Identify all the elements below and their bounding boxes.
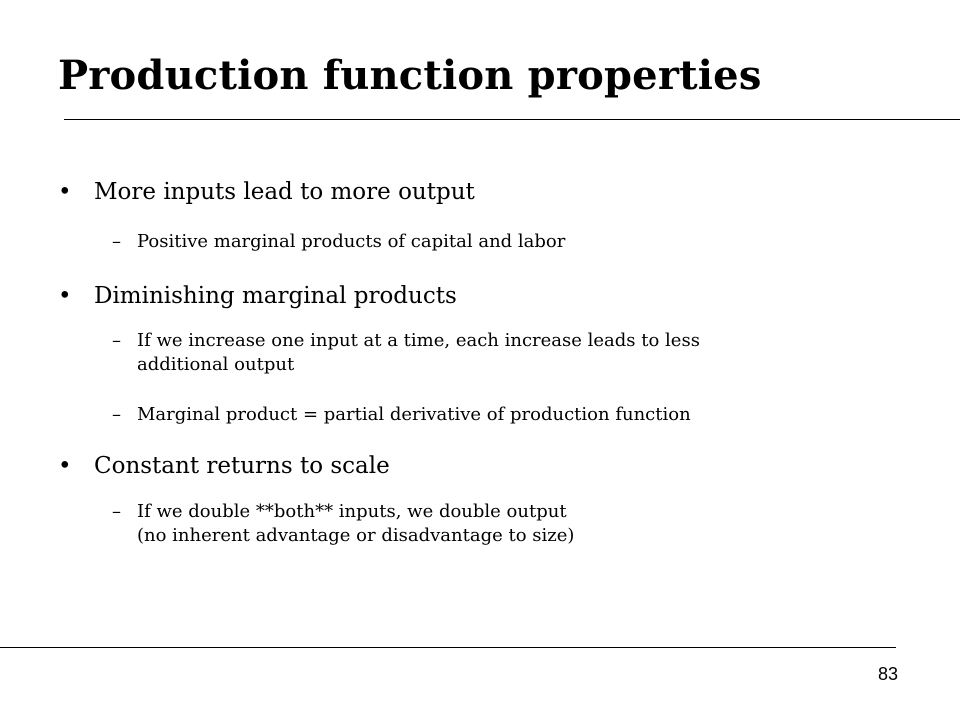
bullet-text: Diminishing marginal products (94, 283, 457, 309)
sub-point-positive-marginal-products (112, 230, 872, 254)
dash-icon: – (112, 501, 121, 522)
bullet-text: More inputs lead to more output (94, 179, 475, 205)
dash-icon: – (112, 404, 121, 425)
footer-divider (0, 647, 896, 648)
bullet-icon: • (58, 453, 72, 479)
bullet-icon: • (58, 179, 72, 205)
bullet-text: Constant returns to scale (94, 453, 390, 479)
dash-icon: – (112, 330, 121, 351)
slide-title: Production function properties (58, 52, 762, 99)
sub-point-one-input-at-a-time (112, 329, 872, 377)
sub-point-line: If we double **both** inputs, we double output (137, 501, 567, 522)
sub-point-line: Marginal product = partial derivative of production function (137, 404, 691, 425)
sub-point-line: (no inherent advantage or disadvantage to size) (137, 525, 575, 546)
sub-point-double-both-inputs (112, 500, 872, 548)
bullet-icon: • (58, 283, 72, 309)
sub-point-line: Positive marginal products of capital and labor (137, 231, 566, 252)
sub-point-line: additional output (137, 354, 295, 375)
sub-point-partial-derivative (112, 403, 872, 427)
sub-point-line: If we increase one input at a time, each increase leads to less (137, 330, 700, 351)
page-number: 83 (878, 664, 899, 684)
dash-icon: – (112, 231, 121, 252)
